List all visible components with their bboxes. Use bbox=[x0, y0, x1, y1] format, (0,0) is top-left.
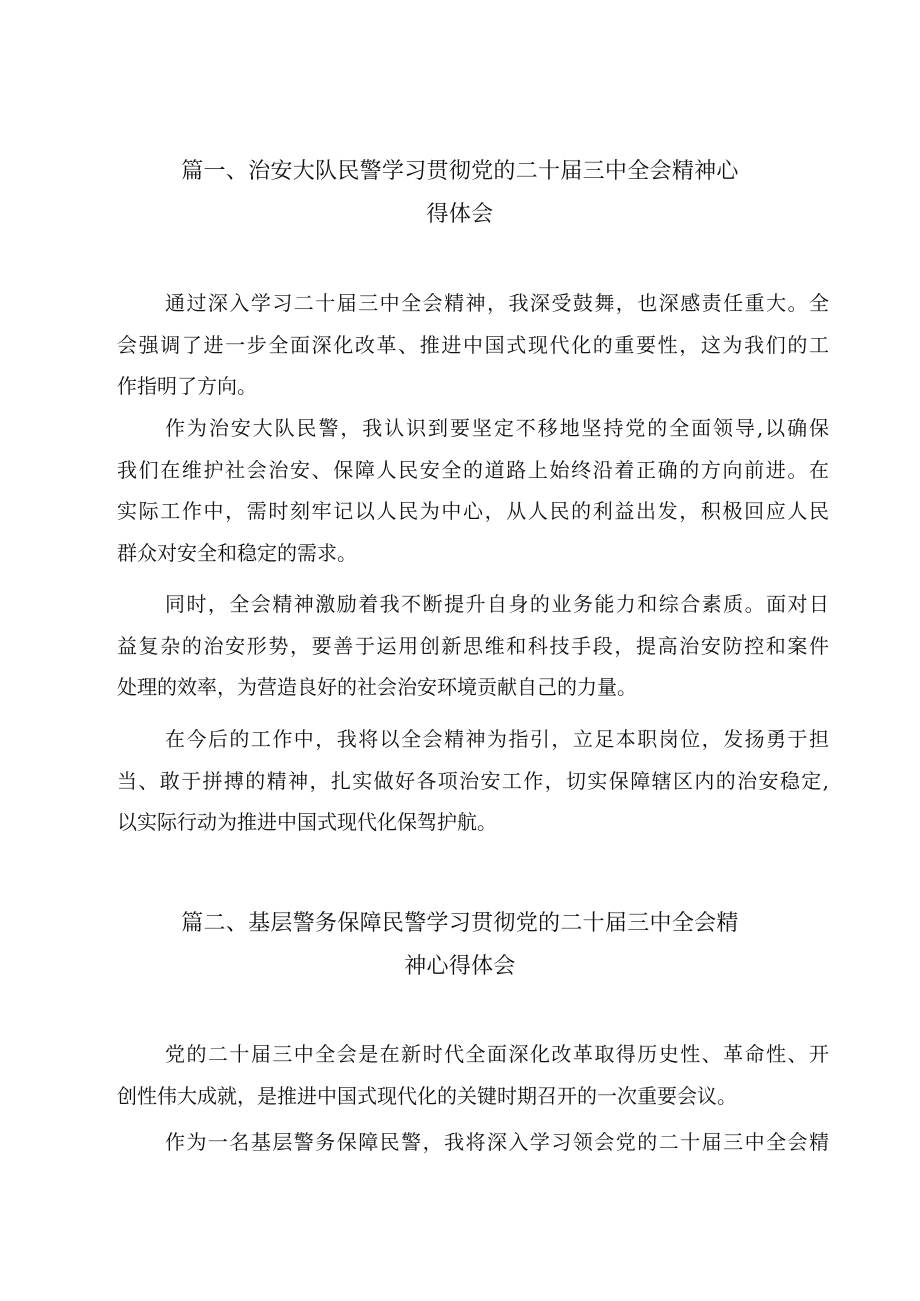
text-line: 益复杂的治安形势，要善于运用创新思维和科技手段，提高治安防控和案件 bbox=[117, 633, 829, 658]
section1-title bbox=[0, 150, 920, 236]
text-line: 创性伟大成就，是推进中国式现代化的关键时期召开的一次重要会议。 bbox=[117, 1083, 737, 1108]
section1-paragraph-3 bbox=[117, 584, 829, 709]
section2-title bbox=[0, 902, 920, 988]
text-line: 同时，全会精神激励着我不断提升自身的业务能力和综合素质。面对日 bbox=[165, 592, 829, 616]
title-line: 篇二、基层警务保障民警学习贯彻党的二十届三中全会精 bbox=[181, 911, 739, 936]
text-line: 作指明了方向。 bbox=[117, 374, 257, 398]
section2-paragraph-2 bbox=[117, 1122, 829, 1164]
text-line: 作为一名基层警务保障民警，我将深入学习领会党的二十届三中全会精 bbox=[165, 1130, 829, 1154]
text-line: 处理的效率，为营造良好的社会治安环境贡献自己的力量。 bbox=[117, 675, 637, 699]
text-line: 实际工作中，需时刻牢记以人民为中心，从人民的利益出发，积极回应人民 bbox=[117, 499, 829, 523]
text-line: 以实际行动为推进中国式现代化保驾护航。 bbox=[117, 810, 497, 834]
text-line: 我们在维护社会治安、保障人民安全的道路上始终沿着正确的方向前进。在 bbox=[117, 457, 829, 482]
title-line: 神心得体会 bbox=[404, 954, 516, 979]
title-line: 篇一、治安大队民警学习贯彻党的二十届三中全会精神心 bbox=[181, 159, 739, 184]
text-line: 群众对安全和稳定的需求。 bbox=[117, 540, 357, 565]
text-line: 当、敢于拼搏的精神，扎实做好各项治安工作，切实保障辖区内的治安稳定, bbox=[117, 768, 829, 793]
text-line: 作为治安大队民警，我认识到要坚定不移地坚持党的全面领导,以确保 bbox=[165, 416, 829, 440]
text-line: 党的二十届三中全会是在新时代全面深化改革取得历史性、革命性、开 bbox=[165, 1042, 829, 1066]
text-line: 通过深入学习二十届三中全会精神，我深受鼓舞，也深感责任重大。全 bbox=[165, 291, 829, 315]
text-line: 在今后的工作中，我将以全会精神为指引，立足本职岗位，发扬勇于担 bbox=[165, 727, 829, 751]
title-line: 得体会 bbox=[426, 202, 494, 227]
section1-paragraph-4 bbox=[117, 719, 829, 844]
section2-paragraph-1 bbox=[117, 1034, 829, 1117]
section1-paragraph-2 bbox=[117, 408, 829, 574]
section1-paragraph-1 bbox=[117, 283, 829, 408]
text-line: 会强调了进一步全面深化改革、推进中国式现代化的重要性，这为我们的工 bbox=[117, 332, 829, 357]
